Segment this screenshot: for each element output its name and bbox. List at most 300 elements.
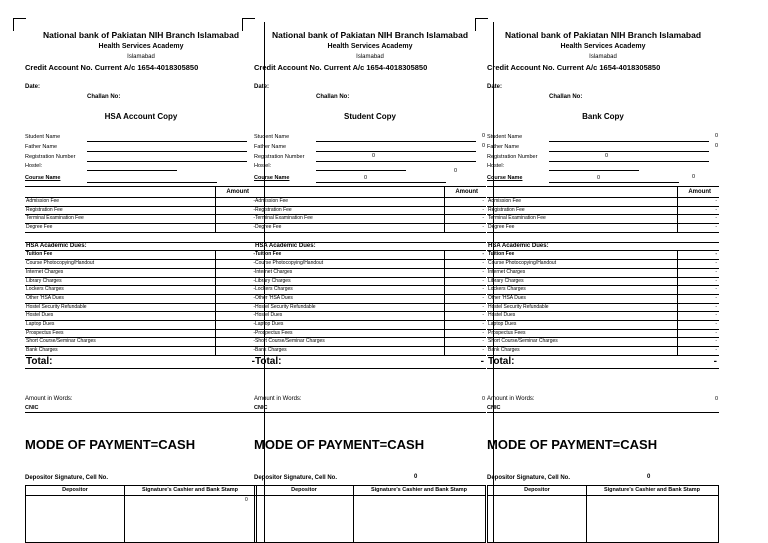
dues-label: Course Photocopying/Handout [488, 260, 557, 267]
challan-number-label: Challan No: [87, 94, 121, 100]
fee-table [251, 186, 486, 369]
registration-value: 0 [372, 153, 376, 159]
dues-amount: - [482, 251, 484, 258]
words-divider [25, 412, 257, 413]
dues-row [254, 269, 486, 278]
column-divider [677, 198, 678, 206]
dues-amount: - [482, 338, 484, 345]
fee-row [254, 224, 486, 233]
fee-amount: - [482, 206, 484, 213]
fee-amount: - [482, 215, 484, 222]
amount-header-row [25, 187, 257, 198]
dues-amount: - [715, 312, 717, 319]
cashier-stamp-column-header: Signature's Cashier and Bank Stamp [586, 486, 718, 496]
field-line-course[interactable] [316, 182, 446, 183]
column-divider [677, 286, 678, 294]
dues-label: Short Course/Seminar Charges [488, 338, 558, 345]
dues-label: Library Charges [26, 277, 62, 284]
dues-label: Bank Charges [26, 347, 58, 353]
column-divider [444, 304, 445, 312]
dues-row [487, 304, 719, 313]
column-divider [677, 330, 678, 338]
fee-row [25, 224, 257, 233]
dues-amount: - [715, 329, 717, 336]
dues-label: Laptop Dues [255, 320, 284, 327]
fee-label: Admission Fee [26, 198, 60, 204]
column-divider [215, 304, 216, 312]
dues-row [487, 347, 719, 356]
column-divider [215, 251, 216, 259]
fee-row [487, 207, 719, 216]
dues-amount: - [253, 260, 255, 267]
dues-label: Short Course/Seminar Charges [255, 338, 325, 345]
field-line-registration[interactable] [549, 161, 709, 162]
column-divider [215, 278, 216, 286]
dues-label: Hostel Security Refundable [255, 303, 316, 310]
column-divider [677, 295, 678, 303]
depositor-column-header: Depositor [255, 486, 353, 496]
column-divider [444, 278, 445, 286]
fee-amount: - [715, 198, 717, 204]
cashier-stamp-column-header: Signature's Cashier and Bank Stamp [124, 486, 256, 496]
dues-row [487, 321, 719, 330]
depositor-signature-box[interactable] [255, 496, 353, 542]
payment-mode: MODE OF PAYMENT=CASH [25, 437, 196, 452]
field-line-course[interactable] [549, 182, 679, 183]
organization-name: Health Services Academy [327, 43, 413, 50]
dues-amount: - [253, 329, 255, 336]
fee-label: Degree Fee [255, 224, 282, 231]
spacer-row [487, 233, 719, 243]
column-divider [677, 207, 678, 215]
field-label-hostel: Hostel: [25, 163, 43, 169]
dues-amount: - [715, 303, 717, 310]
dues-label: Lockers Charges [255, 286, 293, 293]
dues-row [487, 286, 719, 295]
column-divider [215, 338, 216, 346]
fee-label: Registration Fee [488, 206, 525, 213]
cashier-stamp-box[interactable] [587, 496, 718, 542]
column-divider [677, 304, 678, 312]
field-line-course[interactable] [87, 182, 217, 183]
challan-number-label: Challan No: [549, 94, 583, 100]
field-label-student-name: Student Name [254, 134, 290, 140]
fee-row [25, 207, 257, 216]
date-label: Date: [25, 84, 41, 90]
fee-label: Registration Fee [26, 206, 63, 213]
column-divider [444, 260, 445, 268]
dues-label: Course Photocopying/Handout [26, 260, 95, 267]
amount-in-words-label: Amount in Words: [487, 396, 535, 402]
column-divider [677, 224, 678, 232]
challan-slip [487, 0, 719, 543]
dues-row [254, 312, 486, 321]
dues-amount: - [253, 312, 255, 319]
dues-label: Library Charges [255, 277, 291, 284]
column-divider [215, 347, 216, 355]
bank-name: National bank of Pakiatan NIH Branch Islamabad [42, 30, 240, 40]
column-divider [677, 321, 678, 329]
hostel-value: 0 [454, 168, 458, 174]
column-divider [444, 295, 445, 303]
course-name-label: Course Name [487, 175, 523, 181]
fee-amount: - [715, 206, 717, 213]
fee-amount: - [482, 198, 484, 204]
student-name-value: 0 [715, 133, 719, 139]
column-divider [215, 224, 216, 232]
dues-row [25, 251, 257, 260]
field-line-father-name[interactable] [549, 151, 709, 152]
dues-label: Lockers Charges [488, 286, 526, 293]
dues-label: Bank Charges [255, 347, 287, 353]
dues-label: Internet Charges [488, 268, 526, 275]
dues-row [487, 269, 719, 278]
field-line-registration[interactable] [316, 161, 476, 162]
fee-amount: - [253, 198, 255, 204]
amount-in-words-value: 0 [482, 396, 486, 402]
dues-amount: - [715, 338, 717, 345]
dues-amount: - [482, 347, 484, 353]
column-divider [444, 207, 445, 215]
total-amount: - [251, 355, 255, 367]
dues-row [254, 338, 486, 347]
field-line-student-name[interactable] [316, 141, 476, 142]
column-divider [215, 269, 216, 277]
dues-label: Hostel Security Refundable [26, 303, 87, 310]
depositor-signature-box[interactable] [488, 496, 586, 542]
dues-amount: - [482, 312, 484, 319]
dues-amount: - [482, 268, 484, 275]
total-row [487, 356, 719, 368]
dues-label: Course Photocopying/Handout [255, 260, 324, 267]
cnic-label: CNIC [487, 405, 501, 411]
amount-in-words-label: Amount in Words: [25, 396, 73, 402]
bank-name: National bank of Pakiatan NIH Branch Islamabad [271, 30, 469, 40]
challan-number-label: Challan No: [316, 94, 350, 100]
amount-header: Amount [688, 189, 711, 195]
column-divider [215, 198, 216, 206]
column-divider [444, 321, 445, 329]
cashier-stamp-column-header: Signature's Cashier and Bank Stamp [353, 486, 485, 496]
fee-label: Degree Fee [488, 224, 515, 231]
dues-row [487, 312, 719, 321]
copy-title: HSA Account Copy [104, 112, 178, 121]
dues-amount: - [715, 320, 717, 327]
copy-title: Student Copy [344, 112, 396, 121]
dues-label: Library Charges [488, 277, 524, 284]
dues-row [25, 347, 257, 356]
course-name-label: Course Name [25, 175, 61, 181]
field-line-student-name[interactable] [87, 141, 247, 142]
dues-amount: - [482, 260, 484, 267]
field-label-hostel: Hostel: [487, 163, 505, 169]
dues-label: Prospectus Fees [488, 329, 526, 336]
fee-label: Admission Fee [488, 198, 522, 204]
dues-header: HSA Academic Dues: [488, 242, 549, 249]
depositor-signature-box[interactable] [26, 496, 124, 542]
total-label: Total: [26, 355, 53, 367]
fee-row [25, 198, 257, 207]
amount-header-row [254, 187, 486, 198]
dues-row [254, 260, 486, 269]
dues-row [25, 286, 257, 295]
dues-amount: - [715, 294, 717, 301]
field-line-father-name[interactable] [87, 151, 247, 152]
copy-title: Bank Copy [582, 112, 624, 121]
dues-row [487, 251, 719, 260]
spacer-row [254, 233, 486, 243]
organization-name: Health Services Academy [98, 43, 184, 50]
fee-amount: - [253, 206, 255, 213]
dues-label: Hostel Dues [26, 312, 54, 319]
student-name-value: 0 [482, 133, 486, 139]
fee-amount: - [482, 224, 484, 231]
dues-header-row [487, 243, 719, 252]
cnic-label: CNIC [25, 405, 39, 411]
dues-amount: - [715, 286, 717, 293]
field-label-registration: Registration Number [254, 154, 305, 160]
dues-label: Tuition Fee [255, 251, 282, 258]
fee-row [254, 198, 486, 207]
column-divider [677, 260, 678, 268]
amount-in-words-label: Amount in Words: [254, 396, 302, 402]
date-label: Date: [487, 84, 503, 90]
dues-amount: - [253, 286, 255, 293]
fee-table [25, 186, 257, 369]
dues-header-row [254, 243, 486, 252]
dues-label: Bank Charges [488, 347, 520, 353]
dues-row [25, 330, 257, 339]
column-divider [677, 187, 678, 197]
dues-label: Laptop Dues [26, 320, 55, 327]
dues-amount: - [253, 251, 255, 258]
cashier-stamp-box[interactable] [125, 496, 256, 542]
dues-row [254, 347, 486, 356]
column-divider [215, 187, 216, 197]
dues-label: Tuition Fee [26, 251, 53, 258]
fee-amount: - [715, 224, 717, 231]
field-line-hostel[interactable] [316, 170, 406, 171]
bank-name: National bank of Pakiatan NIH Branch Islamabad [504, 30, 702, 40]
depositor-value: 0 [414, 474, 418, 480]
depositor-column-header: Depositor [488, 486, 586, 496]
total-row [25, 356, 257, 368]
column-divider [444, 347, 445, 355]
dues-label: Hostel Dues [488, 312, 516, 319]
column-divider [444, 269, 445, 277]
dues-amount: - [253, 347, 255, 353]
dues-label: Prospectus Fees [255, 329, 293, 336]
dues-label: Hostel Dues [255, 312, 283, 319]
dues-row [25, 269, 257, 278]
city-name: Islamabad [589, 54, 617, 60]
field-line-father-name[interactable] [316, 151, 476, 152]
words-divider [487, 412, 719, 413]
column-divider [215, 330, 216, 338]
column-divider [215, 207, 216, 215]
column-divider [215, 312, 216, 320]
column-divider [677, 215, 678, 223]
hostel-value: 0 [692, 174, 696, 180]
city-name: Islamabad [127, 54, 155, 60]
dues-label: Lockers Charges [26, 286, 64, 293]
dues-label: Laptop Dues [488, 320, 517, 327]
column-divider [444, 198, 445, 206]
amount-header: Amount [455, 189, 478, 195]
column-divider [677, 269, 678, 277]
fee-amount: - [253, 224, 255, 231]
dues-amount: - [253, 320, 255, 327]
dues-amount: - [482, 329, 484, 336]
fee-amount: - [715, 215, 717, 222]
fee-row [487, 224, 719, 233]
date-label: Date: [254, 84, 270, 90]
field-label-student-name: Student Name [25, 134, 61, 140]
field-label-student-name: Student Name [487, 134, 523, 140]
column-divider [215, 295, 216, 303]
dues-header-row [25, 243, 257, 252]
field-line-registration[interactable] [87, 161, 247, 162]
fee-label: Terminal Examination Fee [255, 215, 313, 222]
cnic-label: CNIC [254, 405, 268, 411]
amount-header: Amount [226, 189, 249, 195]
dues-amount: - [482, 303, 484, 310]
amount-header-row [487, 187, 719, 198]
total-label: Total: [255, 355, 282, 367]
dues-label: Internet Charges [255, 268, 293, 275]
dues-row [25, 321, 257, 330]
spacer-row [25, 233, 257, 243]
course-name-label: Course Name [254, 175, 290, 181]
dues-label: Prospectus Fees [26, 329, 64, 336]
column-divider [677, 347, 678, 355]
fee-table [487, 186, 719, 369]
field-label-father-name: Father Name [487, 144, 520, 150]
column-divider [215, 215, 216, 223]
column-divider [677, 278, 678, 286]
dues-row [487, 278, 719, 287]
field-line-student-name[interactable] [549, 141, 709, 142]
dues-label: Other 'HSA Dues [255, 294, 293, 301]
depositor-signature-label: Depositor Signature, Cell No. [25, 475, 109, 481]
field-label-hostel: Hostel: [254, 163, 272, 169]
dues-header: HSA Academic Dues: [255, 242, 316, 249]
total-label: Total: [488, 355, 515, 367]
fee-row [254, 215, 486, 224]
signature-table [25, 485, 257, 543]
fee-amount: - [253, 215, 255, 222]
field-line-hostel[interactable] [549, 170, 639, 171]
column-divider [444, 338, 445, 346]
column-divider [215, 321, 216, 329]
course-value: 0 [597, 175, 601, 181]
dues-row [25, 338, 257, 347]
fee-row [25, 215, 257, 224]
column-divider [215, 260, 216, 268]
dues-amount: - [715, 251, 717, 258]
fee-label: Terminal Examination Fee [26, 215, 84, 222]
dues-row [487, 260, 719, 269]
dues-amount: - [253, 277, 255, 284]
amount-in-words-value: 0 [715, 396, 719, 402]
column-divider [444, 215, 445, 223]
dues-row [254, 304, 486, 313]
dues-amount: - [253, 294, 255, 301]
depositor-column-header: Depositor [26, 486, 124, 496]
registration-value: 0 [605, 153, 609, 159]
father-name-value: 0 [482, 143, 486, 149]
dues-label: Hostel Security Refundable [488, 303, 549, 310]
dues-row [254, 251, 486, 260]
account-number: Credit Account No. Current A/c 1654-4018305850 [254, 63, 428, 72]
challan-slip [251, 0, 486, 543]
dues-row [25, 260, 257, 269]
fee-row [487, 198, 719, 207]
dues-amount: - [715, 277, 717, 284]
column-divider [444, 187, 445, 197]
dues-row [254, 286, 486, 295]
column-divider [444, 312, 445, 320]
course-value: 0 [364, 175, 368, 181]
dues-header: HSA Academic Dues: [26, 242, 87, 249]
total-amount: - [480, 355, 484, 367]
fee-label: Degree Fee [26, 224, 53, 231]
fee-row [254, 207, 486, 216]
depositor-signature-label: Depositor Signature, Cell No. [254, 475, 338, 481]
dues-amount: - [482, 320, 484, 327]
dues-amount: - [253, 268, 255, 275]
field-label-father-name: Father Name [25, 144, 58, 150]
dues-row [487, 338, 719, 347]
field-label-registration: Registration Number [25, 154, 76, 160]
field-label-father-name: Father Name [254, 144, 287, 150]
field-line-hostel[interactable] [87, 170, 177, 171]
stray-zero-mark: 0 [245, 497, 248, 503]
column-divider [677, 251, 678, 259]
fee-label: Terminal Examination Fee [488, 215, 546, 222]
account-number: Credit Account No. Current A/c 1654-4018305850 [487, 63, 661, 72]
dues-amount: - [715, 260, 717, 267]
dues-label: Other 'HSA Dues [488, 294, 526, 301]
signature-table [254, 485, 486, 543]
column-divider [444, 251, 445, 259]
dues-amount: - [715, 347, 717, 353]
dues-row [487, 295, 719, 304]
challan-slip [25, 0, 257, 543]
dues-row [254, 295, 486, 304]
depositor-value: 0 [647, 474, 651, 480]
dues-row [25, 278, 257, 287]
payment-mode: MODE OF PAYMENT=CASH [487, 437, 658, 452]
organization-name: Health Services Academy [560, 43, 646, 50]
total-amount: - [713, 355, 717, 367]
cashier-stamp-box[interactable] [354, 496, 485, 542]
column-divider [677, 312, 678, 320]
depositor-signature-label: Depositor Signature, Cell No. [487, 475, 571, 481]
column-divider [444, 286, 445, 294]
dues-row [254, 321, 486, 330]
column-divider [444, 330, 445, 338]
field-label-registration: Registration Number [487, 154, 538, 160]
dues-row [25, 312, 257, 321]
dues-amount: - [482, 294, 484, 301]
father-name-value: 0 [715, 143, 719, 149]
city-name: Islamabad [356, 54, 384, 60]
dues-amount: - [482, 277, 484, 284]
dues-amount: - [253, 303, 255, 310]
fee-label: Registration Fee [255, 206, 292, 213]
dues-label: Other 'HSA Dues [26, 294, 64, 301]
